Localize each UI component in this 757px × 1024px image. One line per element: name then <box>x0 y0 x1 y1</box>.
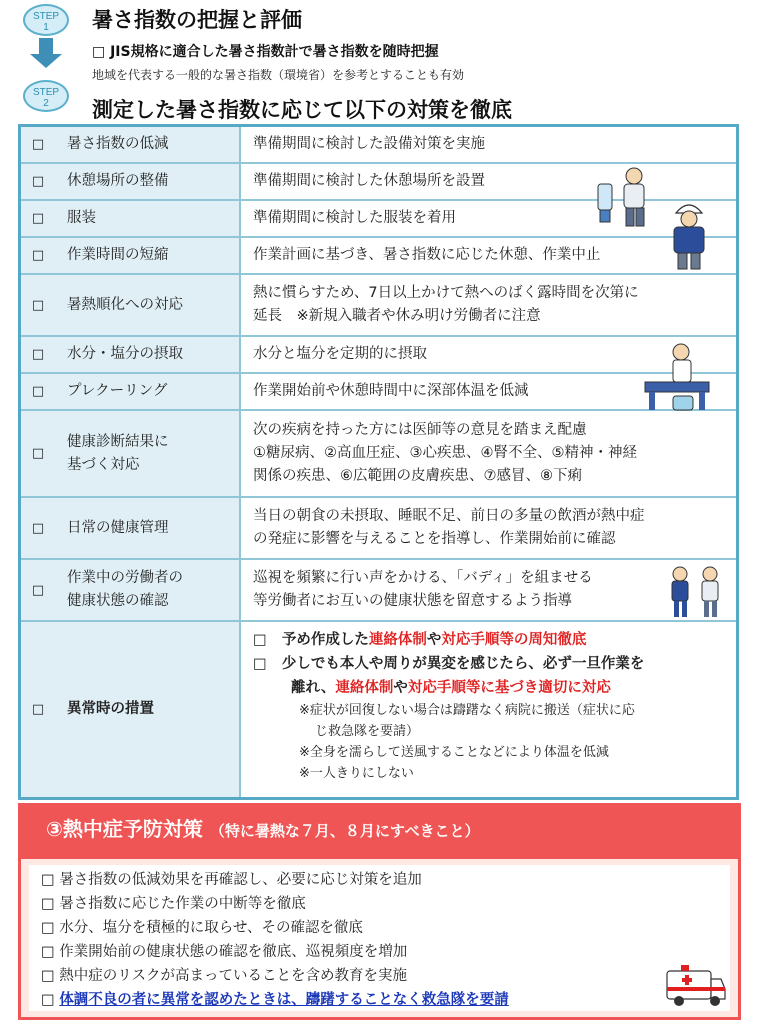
abnormal-measures <box>243 622 736 797</box>
title-step2: 測定した暑さ指数に応じて以下の対策を徹底 <box>92 98 512 122</box>
buddy-workers-illustration <box>664 562 728 620</box>
step2-badge <box>23 80 69 112</box>
row-name: 服装 <box>55 201 241 236</box>
row-desc: 準備期間に検討した休憩場所を設置 <box>253 173 485 189</box>
text: 予め作成した <box>281 632 369 648</box>
list-item[interactable]: □ 水分、塩分を積極的に取らせ、その確認を徹底 <box>41 920 363 936</box>
table-row <box>21 275 736 337</box>
table-row <box>21 411 736 498</box>
row-name: プレクーリング <box>55 374 241 409</box>
table-row <box>21 560 736 622</box>
row-desc: 巡視を頻繁に行い声をかける、「バディ」を組ませる 等労働者にお互いの健康状態を留意するよう指導 <box>253 570 593 609</box>
row-desc: 熱に慣らすため、7日以上かけて熱へのばく露時間を次第に 延長 ※新規入職者や休み明け労働者に注意 <box>253 285 639 324</box>
abnormal-bullet-2-cont <box>253 676 736 700</box>
list-item[interactable]: □ 暑さ指数に応じた作業の中断等を徹底 <box>41 896 306 912</box>
row-name: 日常の健康管理 <box>55 498 241 558</box>
step1-badge <box>23 4 69 36</box>
table-row-abnormal <box>21 622 736 797</box>
row-desc: 次の疾病を持った方には医師等の意見を踏まえ配慮 ①糖尿病、②高血圧症、③心疾患、④腎不全、⑤精神・神経 関係の疾患、⑥広範囲の皮膚疾患、⑦感冒、⑧下痢 <box>253 422 637 484</box>
section3-box <box>18 856 741 1020</box>
emergency-text: 体調不良の者に異常を認めたときは、躊躇することなく救急隊を要請 <box>59 992 509 1008</box>
row-name: 作業中の労働者の 健康状態の確認 <box>55 560 241 620</box>
row-name: 暑さ指数の低減 <box>55 127 241 162</box>
row-checkbox[interactable]: □ <box>21 127 57 162</box>
row-desc: 準備期間に検討した設備対策を実施 <box>253 136 485 152</box>
red-text: 対応手順等に基づき適切に対応 <box>407 680 611 696</box>
section3-title-wrap <box>46 813 480 842</box>
abnormal-note: ※全身を濡らして送風することなどにより体温を低減 <box>299 745 609 760</box>
row-name: 異常時の措置 <box>55 622 241 797</box>
resting-worker-illustration <box>596 162 654 230</box>
worker-helmet-illustration <box>666 195 712 271</box>
jis-note: 地域を代表する一般的な暑さ指数（環境省）を参考とすることも有効 <box>92 68 465 82</box>
step1-label: STEP <box>32 11 60 22</box>
row-checkbox[interactable]: □ <box>21 337 57 372</box>
red-text: 対応手順等の周知徹底 <box>441 632 587 648</box>
row-name: 水分・塩分の摂取 <box>55 337 241 372</box>
abnormal-bullet-1 <box>253 628 736 652</box>
row-checkbox[interactable]: □ <box>21 164 57 199</box>
row-checkbox[interactable]: □ <box>21 275 57 335</box>
section3-title: ③熱中症予防対策 <box>46 817 203 841</box>
row-checkbox[interactable]: □ <box>21 560 57 620</box>
table-row <box>21 374 736 411</box>
row-name: 健康診断結果に 基づく対応 <box>55 411 241 496</box>
bullet-checkbox[interactable]: □ <box>253 632 267 648</box>
ambulance-icon <box>665 961 727 1011</box>
row-desc: 水分と塩分を定期的に摂取 <box>253 346 427 362</box>
step-arrow <box>39 38 53 54</box>
abnormal-note: ※一人きりにしない <box>299 766 414 781</box>
text: 少しでも本人や周りが異変を感じたら、必ず一旦作業を <box>281 656 645 672</box>
row-checkbox[interactable]: □ <box>21 201 57 236</box>
row-checkbox[interactable]: □ <box>21 411 57 496</box>
section3-list <box>29 865 730 1011</box>
text: や <box>426 632 442 648</box>
list-item[interactable]: □ 熱中症のリスクが高まっていることを含め教育を実施 <box>41 968 408 984</box>
row-checkbox[interactable]: □ <box>21 498 57 558</box>
row-desc: 準備期間に検討した服装を着用 <box>253 210 456 226</box>
abnormal-note: じ救急隊を要請） <box>315 724 420 739</box>
step2-label: STEP <box>32 87 60 98</box>
table-row <box>21 337 736 374</box>
table-row <box>21 498 736 560</box>
list-item[interactable]: □ 暑さ指数の低減効果を再確認し、必要に応じ対策を追加 <box>41 872 422 888</box>
section3-subtitle: （特に暑熱な７月、８月にすべきこと） <box>209 822 480 840</box>
jis-check-item: □ JIS規格に適合した暑さ指数計で暑さ指数を随時把握 <box>92 44 439 60</box>
list-item[interactable]: □ 作業開始前の健康状態の確認を徹底、巡視頻度を増加 <box>41 944 408 960</box>
row-checkbox[interactable]: □ <box>21 238 57 273</box>
row-name: 休憩場所の整備 <box>55 164 241 199</box>
row-checkbox[interactable]: □ <box>21 374 57 409</box>
title-step1: 暑さ指数の把握と評価 <box>92 8 302 32</box>
red-text: 連絡体制 <box>368 632 427 648</box>
list-item-emergency[interactable] <box>41 989 509 1011</box>
emergency-checkbox[interactable]: □ <box>41 992 55 1008</box>
step-arrow-head <box>30 54 62 68</box>
row-checkbox[interactable]: □ <box>21 622 57 797</box>
step1-number: 1 <box>43 22 49 33</box>
text: や <box>393 680 408 696</box>
table-row <box>21 127 736 164</box>
row-name: 作業時間の短縮 <box>55 238 241 273</box>
abnormal-note: ※症状が回復しない場合は躊躇なく病院に搬送（症状に応 <box>299 703 635 718</box>
row-desc: 作業開始前や休憩時間中に深部体温を低減 <box>253 383 529 399</box>
step2-number: 2 <box>43 98 49 109</box>
bullet-checkbox[interactable]: □ <box>253 656 267 672</box>
text: 離れ、 <box>291 680 336 696</box>
red-text: 連絡体制 <box>335 680 394 696</box>
precooling-illustration <box>643 338 713 414</box>
table-row <box>21 238 736 275</box>
row-desc: 当日の朝食の未摂取、睡眠不足、前日の多量の飲酒が熱中症 の発症に影響を与えることを指導し、作業開始前に確認 <box>253 508 645 547</box>
section3-header <box>18 803 741 856</box>
abnormal-bullet-2 <box>253 652 736 676</box>
row-name: 暑熱順化への対応 <box>55 275 241 335</box>
row-desc: 作業計画に基づき、暑さ指数に応じた休憩、作業中止 <box>253 247 601 263</box>
